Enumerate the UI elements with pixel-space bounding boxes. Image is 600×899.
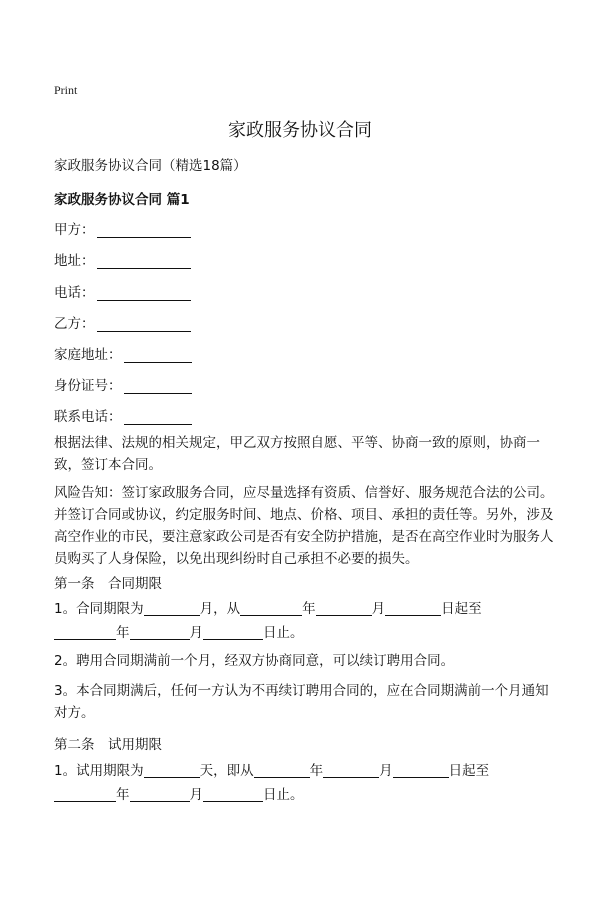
article-2-item-1 <box>54 759 554 807</box>
blank-line <box>130 624 190 640</box>
field-label: 联系电话： <box>54 409 122 425</box>
blank-line <box>144 600 200 616</box>
blank-line <box>124 409 192 425</box>
field-label: 地址： <box>54 253 95 269</box>
article-1-item-2: 2。聘用合同期满前一个月，经双方协商同意，可以续订聘用合同。 <box>54 653 455 669</box>
blank-line <box>203 624 263 640</box>
page-title: 家政服务协议合同 <box>228 120 372 141</box>
text-segment: 年 <box>302 601 316 617</box>
blank-line <box>130 786 190 802</box>
blank-line <box>316 600 372 616</box>
field-contact-phone <box>54 405 192 425</box>
print-label: Print <box>54 83 78 97</box>
article-1-title: 第一条 合同期限 <box>54 576 162 592</box>
text-segment: 日起至 <box>441 601 482 617</box>
field-label: 身份证号： <box>54 378 122 394</box>
blank-line <box>385 600 441 616</box>
text-segment: 月 <box>379 763 393 779</box>
intro-paragraph: 根据法律、法规的相关规定，甲乙双方按照自愿、平等、协商一致的原则，协商一致，签订本合同。 <box>54 435 540 473</box>
blank-line <box>54 624 116 640</box>
text-segment: 日止。 <box>263 787 304 803</box>
blank-line <box>240 600 302 616</box>
field-label: 乙方： <box>54 316 95 332</box>
text-segment: 1。试用期限为 <box>54 763 144 779</box>
document-subtitle: 家政服务协议合同（精选18篇） <box>54 158 247 174</box>
blank-line <box>254 762 310 778</box>
field-address <box>54 249 191 269</box>
field-label: 家庭地址： <box>54 347 122 363</box>
blank-line <box>97 285 191 301</box>
text-segment: 天，即从 <box>199 763 254 779</box>
text-segment: 月 <box>189 625 203 641</box>
text-segment: 月 <box>371 601 386 617</box>
text-segment: 年 <box>309 763 324 779</box>
blank-line <box>323 762 379 778</box>
risk-notice-paragraph: 风险告知：签订家政服务合同，应尽量选择有资质、信誉好、服务规范合法的公司。并签订合同或协议，约定服务时间、地点、价格、项目、承担的责任等。另外，涉及高空作业的市民，要注意家政公司是否有安全防护措施，是否在高空作业时为服务人员购买了人身保险，以免出现纠纷时自己承担不必要的损失。 <box>54 485 554 567</box>
article-1-item-1 <box>54 597 554 645</box>
blank-line <box>393 762 449 778</box>
blank-line <box>97 316 191 332</box>
field-phone <box>54 281 191 301</box>
blank-line <box>97 253 191 269</box>
text-segment: 1。合同期限为 <box>54 601 144 617</box>
field-label: 电话： <box>54 285 95 301</box>
text-segment: 年 <box>116 625 130 641</box>
blank-line <box>97 222 191 238</box>
text-segment: 月，从 <box>199 601 241 617</box>
article-1-item-3: 3。本合同期满后，任何一方认为不再续订聘用合同的，应在合同期满前一个月通知对方。 <box>54 683 549 721</box>
field-id-number <box>54 374 192 394</box>
field-label: 甲方： <box>54 222 95 238</box>
field-party-b <box>54 312 191 332</box>
blank-line <box>203 786 263 802</box>
article-2-title: 第二条 试用期限 <box>54 737 162 753</box>
section-heading: 家政服务协议合同 篇1 <box>54 192 190 208</box>
text-segment: 日起至 <box>448 763 490 779</box>
text-segment: 月 <box>189 787 203 803</box>
field-home-address <box>54 343 192 363</box>
blank-line <box>144 762 200 778</box>
field-party-a <box>54 218 191 238</box>
blank-line <box>124 378 192 394</box>
blank-line <box>54 786 116 802</box>
text-segment: 日止。 <box>263 625 304 641</box>
blank-line <box>124 347 192 363</box>
text-segment: 年 <box>116 787 130 803</box>
